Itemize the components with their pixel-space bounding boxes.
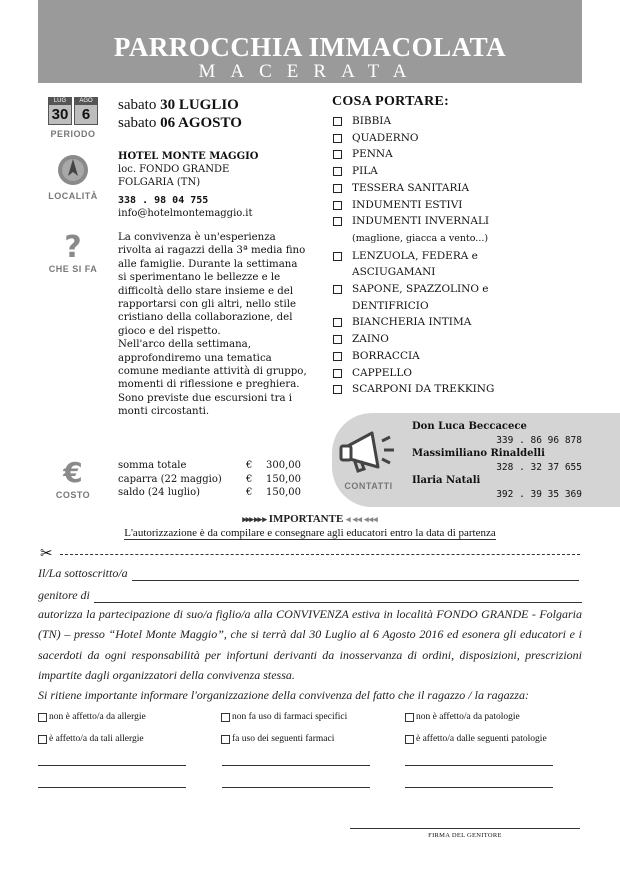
list-item: BIBBIA xyxy=(333,113,582,130)
contacts-label: CONTATTI xyxy=(344,481,393,491)
list-item: ZAINO xyxy=(333,331,582,348)
cut-line xyxy=(40,546,580,560)
compass-icon xyxy=(38,153,108,187)
about-description: La convivenza è un'esperienza rivolta ai ragazzi della 3ª media fino alle famiglie. Durante la settimana si sperimentano le bellezze e le difficoltà dello stare insieme e del rapportarsi con gli altri, nello stile cristiano della collaborazione, del gioco e del rispetto. Nell'arco della settimana, approfondiremo una tematica comune mediante attività di gruppo, momenti di riflessione e preghiera. Sono previste due escursioni tra i monti circostanti. xyxy=(118,232,307,418)
checkbox[interactable] xyxy=(405,713,414,722)
check-drugs[interactable]: fa uso dei seguenti farmaci xyxy=(221,734,334,744)
check-no-allergies[interactable]: non è affetto/a da allergie xyxy=(38,712,146,722)
checkbox[interactable] xyxy=(38,735,47,744)
signer-row: Il/La sottoscritto/a xyxy=(38,566,582,581)
list-item: PILA xyxy=(333,163,582,180)
cost-row: somma totale € 300,00 xyxy=(118,460,301,471)
calendar-icon: LUG 30 xyxy=(48,97,72,125)
checkbox[interactable] xyxy=(333,318,342,327)
parent-signature-field[interactable] xyxy=(350,828,580,839)
contacts-list xyxy=(412,420,612,501)
checkbox[interactable] xyxy=(221,735,230,744)
signer-name-field[interactable] xyxy=(132,568,579,581)
bring-list xyxy=(333,113,582,398)
check-no-drugs[interactable]: non fa uso di farmaci specifici xyxy=(221,712,347,722)
allergies-line[interactable] xyxy=(38,765,186,766)
start-date: 30 LUGLIO xyxy=(160,97,239,113)
list-item: TESSERA SANITARIA xyxy=(333,180,582,197)
checkbox[interactable] xyxy=(333,252,342,261)
list-item: CAPPELLO xyxy=(333,365,582,382)
checkbox[interactable] xyxy=(405,735,414,744)
contact-phone: 328 . 32 37 655 xyxy=(496,461,582,473)
cost-row: saldo (24 luglio) € 150,00 xyxy=(118,487,301,498)
list-item: LENZUOLA, FEDERA e ASCIUGAMANI xyxy=(333,248,582,281)
end-date: 06 AGOSTO xyxy=(160,115,242,131)
about-icon-block xyxy=(38,232,108,274)
contacts-box xyxy=(332,413,620,507)
hotel-town: FOLGARIA (TN) xyxy=(118,177,201,188)
header-banner xyxy=(38,0,582,83)
cost-table xyxy=(118,459,301,500)
checkbox[interactable] xyxy=(333,134,342,143)
checkbox[interactable] xyxy=(221,713,230,722)
about-label: CHE SI FA xyxy=(48,264,98,274)
hotel-phone: 338 . 98 04 755 xyxy=(118,195,209,206)
location-icon-block xyxy=(38,153,108,201)
bring-title: COSA PORTARE: xyxy=(332,94,450,109)
city-name: MACERATA xyxy=(198,61,422,82)
list-item: PENNA xyxy=(333,146,582,163)
allergies-line[interactable] xyxy=(38,787,186,788)
checkbox[interactable] xyxy=(333,335,342,344)
drugs-line[interactable] xyxy=(222,765,370,766)
pathologies-line[interactable] xyxy=(405,765,553,766)
megaphone-icon xyxy=(338,423,400,479)
checkbox[interactable] xyxy=(333,385,342,394)
arrows-left-icon: ▸▸▸ ▸▸ ▸ xyxy=(242,514,266,524)
calendar-icon: AGO 6 xyxy=(74,97,98,125)
checkbox[interactable] xyxy=(333,352,342,361)
hotel-email[interactable]: info@hotelmontemaggio.it xyxy=(118,208,253,219)
euro-icon: € xyxy=(63,456,83,489)
parish-title: PARROCCHIA IMMACOLATA xyxy=(113,32,507,62)
authorization-block xyxy=(38,604,582,705)
child-name-field[interactable] xyxy=(94,590,582,603)
contact-phone: 339 . 86 96 878 xyxy=(496,434,582,446)
checkbox[interactable] xyxy=(333,285,342,294)
cost-icon-block xyxy=(38,458,108,500)
list-item: SAPONE, SPAZZOLINO e DENTIFRICIO xyxy=(333,281,582,314)
period-label: PERIODO xyxy=(50,129,96,139)
arrows-right-icon: ◂ ◂◂ ◂◂◂ xyxy=(346,514,378,524)
checkbox[interactable] xyxy=(333,117,342,126)
checkbox[interactable] xyxy=(333,150,342,159)
hotel-name: HOTEL MONTE MAGGIO xyxy=(118,151,259,162)
list-item: INDUMENTI ESTIVI xyxy=(333,197,582,214)
contact-name: Massimiliano Rinaldelli xyxy=(412,448,545,459)
authorization-note: L'autorizzazione è da compilare e consegnare agli educatori entro la data di partenza xyxy=(124,527,496,539)
question-icon: ? xyxy=(64,230,82,265)
check-pathologies[interactable]: è affetto/a dalle seguenti patologie xyxy=(405,734,547,744)
dashed-divider xyxy=(60,554,580,555)
cost-label: COSTO xyxy=(55,490,91,500)
contact-name: Don Luca Beccacece xyxy=(412,421,527,432)
checkbox[interactable] xyxy=(333,217,342,226)
scissors-icon: ✂ xyxy=(40,544,53,562)
cost-row: caparra (22 maggio) € 150,00 xyxy=(118,473,301,485)
check-no-pathologies[interactable]: non è affetto/a da patologie xyxy=(405,712,520,722)
drugs-line[interactable] xyxy=(222,787,370,788)
hotel-address: loc. FONDO GRANDE xyxy=(118,164,230,175)
location-label: LOCALITÀ xyxy=(48,191,98,201)
checkbox[interactable] xyxy=(333,184,342,193)
list-item: BORRACCIA xyxy=(333,348,582,365)
checkbox[interactable] xyxy=(333,201,342,210)
check-allergies[interactable]: è affetto/a da tali allergie xyxy=(38,734,144,744)
contact-name: Ilaria Natali xyxy=(412,475,481,486)
list-item: QUADERNO xyxy=(333,130,582,147)
contact-phone: 392 . 39 35 369 xyxy=(496,488,582,500)
list-item: INDUMENTI INVERNALI (maglione, giacca a vento...) xyxy=(333,213,582,247)
important-heading: ▸▸▸ ▸▸ ▸ IMPORTANTE ◂ ◂◂ ◂◂◂ xyxy=(242,513,378,525)
pathologies-line[interactable] xyxy=(405,787,553,788)
list-item: BIANCHERIA INTIMA xyxy=(333,314,582,331)
dates: sabato 30 LUGLIO sabato 06 AGOSTO xyxy=(118,97,242,131)
authorization-text: autorizza la partecipazione di suo/a figlio/a alla CONVIVENZA estiva in località FONDO GRANDE - Folgaria (TN) – presso “Hotel Monte Maggio”, che si terrà dal 30 Luglio al 6 Agosto 2016 ed esonera gli educatori e i sacerdoti da ogni responsabilità per infortuni derivanti da inosservanza di ordini, disposizioni, prescrizioni impartite dagli organizzatori della convivenza stessa. xyxy=(38,607,582,682)
location-info xyxy=(118,150,259,220)
period-icon-block xyxy=(38,97,108,139)
signature-label: FIRMA DEL GENITORE xyxy=(428,832,502,839)
checkbox[interactable] xyxy=(38,713,47,722)
checkbox[interactable] xyxy=(333,369,342,378)
checkbox[interactable] xyxy=(333,167,342,176)
list-item: SCARPONI DA TREKKING xyxy=(333,381,582,398)
parent-row: genitore di xyxy=(38,588,582,603)
inform-text: Si ritiene importante informare l'organizzazione della convivenza del fatto che il ragazzo / la ragazza: xyxy=(38,688,529,703)
